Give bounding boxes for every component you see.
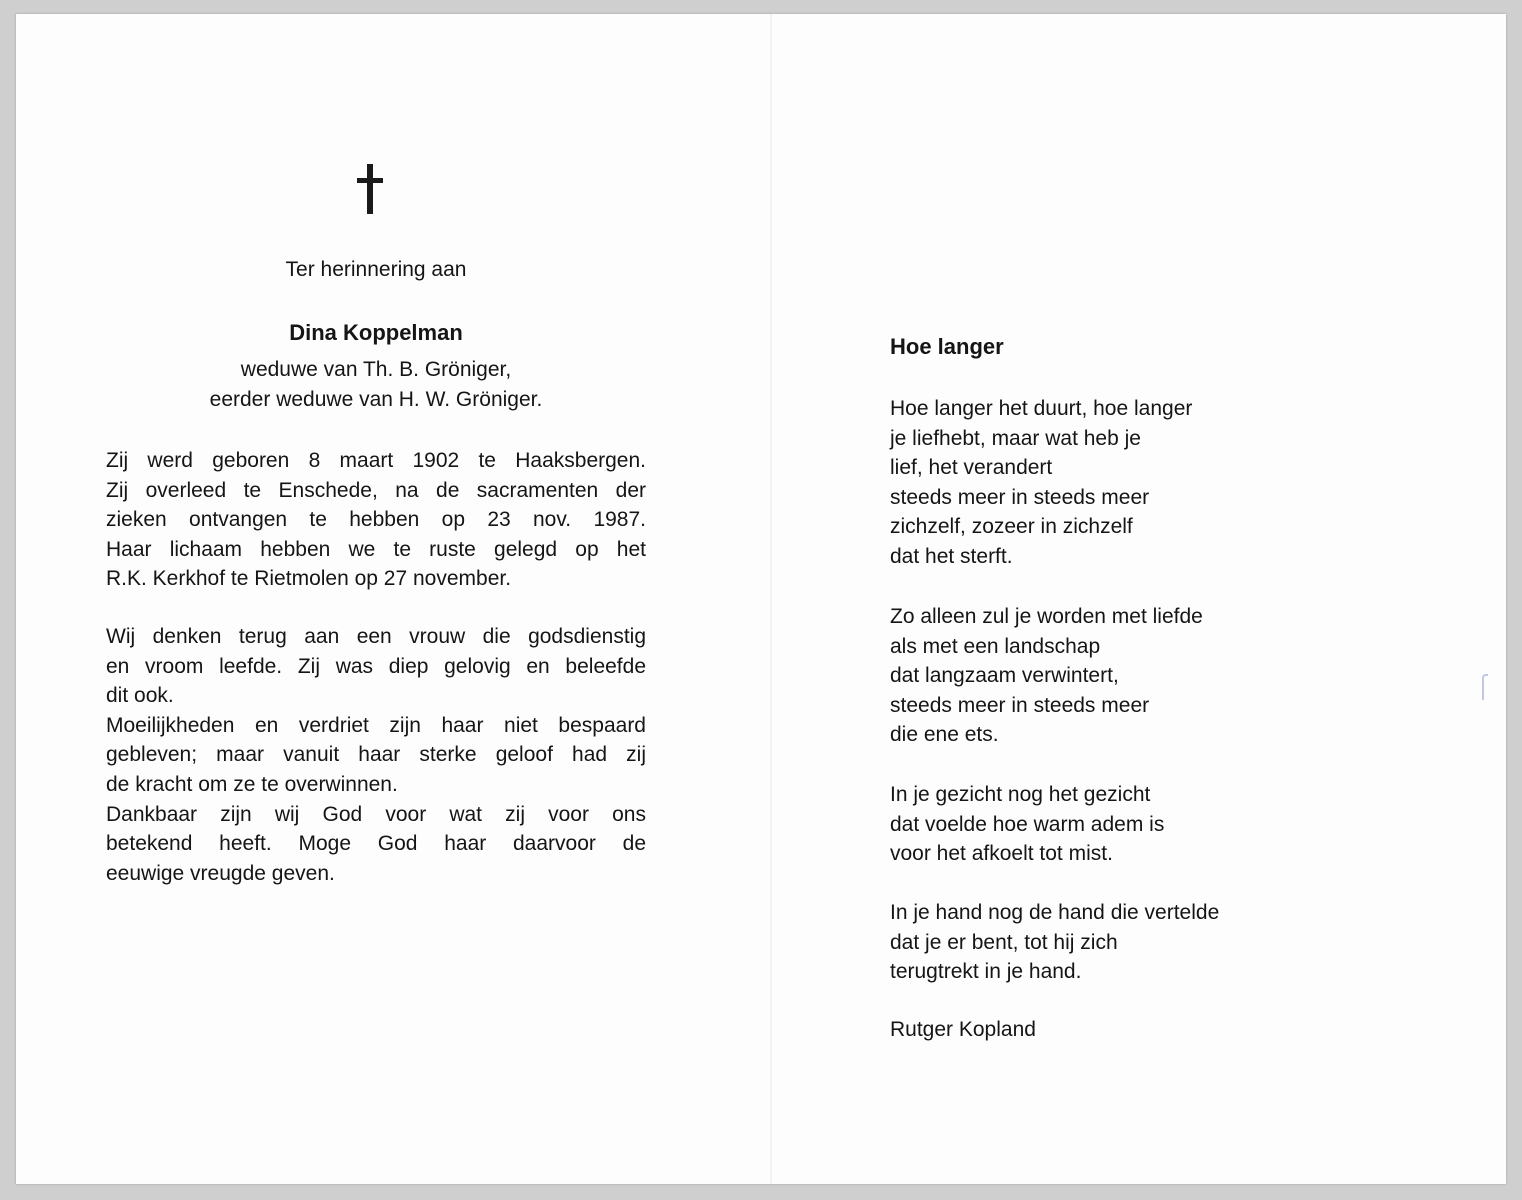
ink-mark bbox=[1482, 674, 1488, 700]
poem-stanza-2 bbox=[890, 602, 1203, 750]
poem-line: die ene ets. bbox=[890, 723, 999, 747]
poem-line: zichzelf, zozeer in zichzelf bbox=[890, 515, 1133, 539]
text-line: Zij werd geboren 8 maart 1902 te Haaksbergen. bbox=[106, 449, 646, 472]
poem-line: dat je er bent, tot hij zich bbox=[890, 930, 1118, 954]
poem-line: In je hand nog de hand die vertelde bbox=[890, 901, 1220, 924]
text-line: Zij overleed te Enschede, na de sacramenten der bbox=[106, 478, 646, 502]
text-line: dit ook. bbox=[106, 684, 174, 708]
intro-text: Ter herinnering aan bbox=[285, 258, 467, 281]
poem-stanza-1 bbox=[890, 394, 1192, 572]
poem-title: Hoe langer bbox=[890, 334, 1004, 359]
poem-line: dat het sterft. bbox=[890, 544, 1013, 568]
poem-line: Hoe langer het duurt, hoe langer bbox=[890, 397, 1193, 420]
poem-line: In je gezicht nog het gezicht bbox=[890, 783, 1151, 806]
poem-line: dat langzaam verwintert, bbox=[890, 664, 1119, 688]
poem-line: voor het afkoelt tot mist. bbox=[890, 842, 1113, 866]
poem-line: lief, het verandert bbox=[890, 456, 1053, 480]
poem-stanza-3 bbox=[890, 780, 1164, 869]
memorial-card bbox=[16, 14, 1506, 1184]
card-fold-line bbox=[770, 14, 772, 1184]
deceased-name: Dina Koppelman bbox=[289, 320, 463, 345]
text-line: Haar lichaam hebben we te ruste gelegd op het bbox=[106, 537, 646, 561]
text-line: eeuwige vreugde geven. bbox=[106, 861, 335, 885]
poem-line: terugtrekt in je hand. bbox=[890, 960, 1082, 984]
poem-line: je liefhebt, maar wat heb je bbox=[890, 426, 1141, 450]
remembrance-paragraph bbox=[106, 622, 646, 888]
text-line: betekend heeft. Moge God haar daarvoor de bbox=[106, 832, 646, 856]
poem-line: steeds meer in steeds meer bbox=[890, 693, 1150, 717]
text-line: R.K. Kerkhof te Rietmolen op 27 november. bbox=[106, 567, 512, 591]
text-line: Moeilijkheden en verdriet zijn haar niet bespaard bbox=[106, 713, 646, 737]
poem-stanza-4 bbox=[890, 898, 1219, 987]
widow-line-2: eerder weduwe van H. W. Gröniger. bbox=[209, 388, 543, 411]
poem-line: steeds meer in steeds meer bbox=[890, 485, 1150, 509]
text-line: Dankbaar zijn wij God voor wat zij voor ons bbox=[106, 802, 646, 826]
biography-paragraph bbox=[106, 446, 646, 594]
widow-line-1: weduwe van Th. B. Gröniger, bbox=[240, 358, 512, 381]
cross-icon bbox=[354, 164, 388, 214]
text-line: en vroom leefde. Zij was diep gelovig en beleefde bbox=[106, 654, 646, 678]
text-line: de kracht om ze te overwinnen. bbox=[106, 772, 398, 796]
poem-line: Zo alleen zul je worden met liefde bbox=[890, 605, 1203, 628]
poem-line: dat voelde hoe warm adem is bbox=[890, 812, 1165, 836]
text-line: Wij denken terug aan een vrouw die godsdienstig bbox=[106, 625, 646, 648]
text-line: gebleven; maar vanuit haar sterke geloof had zij bbox=[106, 743, 646, 767]
poem-line: als met een landschap bbox=[890, 634, 1101, 658]
text-line: zieken ontvangen te hebben op 23 nov. 1987. bbox=[106, 508, 646, 532]
poem-author: Rutger Kopland bbox=[890, 1018, 1036, 1041]
